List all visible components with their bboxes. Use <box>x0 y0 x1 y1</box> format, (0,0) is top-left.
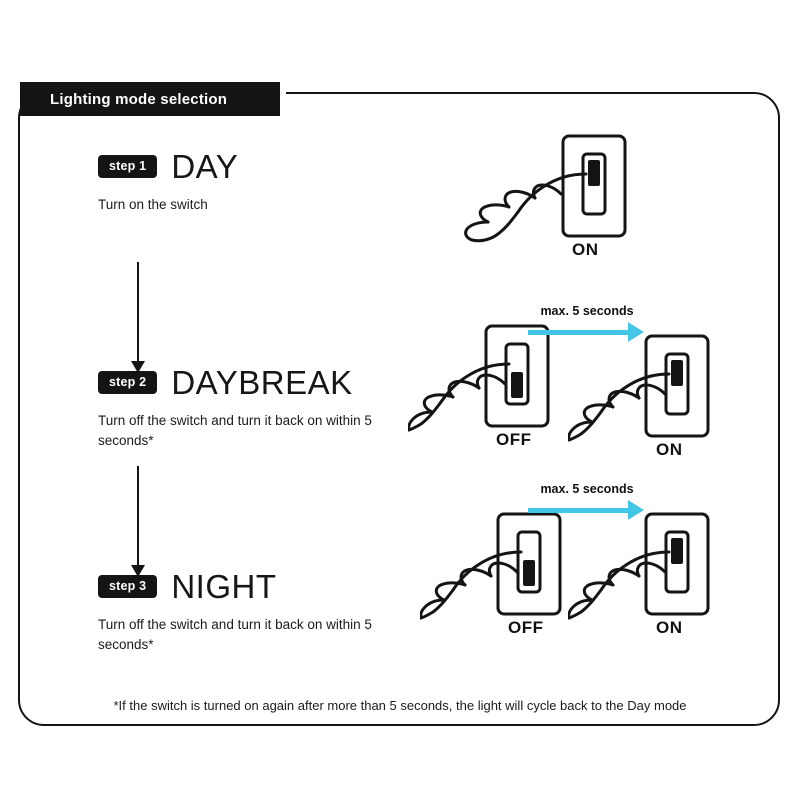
step-3-description: Turn off the switch and turn it back on within 5 seconds* <box>98 617 372 653</box>
step-2-right-caption: ON <box>656 440 683 459</box>
step-1-badge: step 1 <box>98 155 157 178</box>
step-3-badge: step 3 <box>98 575 157 598</box>
footnote: *If the switch is turned on again after more than 5 seconds, the light will cycle back to the Day mode <box>113 698 687 713</box>
step-3-left-caption: OFF <box>508 618 544 637</box>
step-2-mode-name: DAYBREAK <box>171 364 353 401</box>
step-1-mode-name: DAY <box>171 148 239 185</box>
page-title: Lighting mode selection <box>50 90 228 108</box>
illustration-step-1 <box>420 130 660 270</box>
step-block-1 <box>98 150 388 215</box>
illustration-step-2-on <box>568 330 748 470</box>
hand-switch-on-illustration <box>420 130 660 270</box>
step-block-3 <box>98 570 388 656</box>
illustration-step-3-on <box>568 508 748 648</box>
flow-arrow-2-to-3 <box>137 466 139 566</box>
step-3-right-caption: ON <box>656 618 683 637</box>
step-3-arrow-label: max. 5 seconds <box>540 482 634 496</box>
flow-arrow-1-to-2 <box>137 262 139 362</box>
arrow-head-icon <box>131 565 145 577</box>
arrow-head-icon <box>131 361 145 373</box>
step-1-switch-caption: ON <box>572 240 599 259</box>
step-1-header <box>98 150 388 183</box>
step-2-badge: step 2 <box>98 371 157 394</box>
step-block-2 <box>98 366 388 452</box>
step-2-arrow-label: max. 5 seconds <box>540 304 634 318</box>
step-1-description: Turn on the switch <box>98 197 208 212</box>
diagram-title-tab <box>20 82 280 116</box>
step-2-description: Turn off the switch and turn it back on within 5 seconds* <box>98 413 372 449</box>
step-2-left-caption: OFF <box>496 430 532 449</box>
step-3-mode-name: NIGHT <box>171 568 277 605</box>
